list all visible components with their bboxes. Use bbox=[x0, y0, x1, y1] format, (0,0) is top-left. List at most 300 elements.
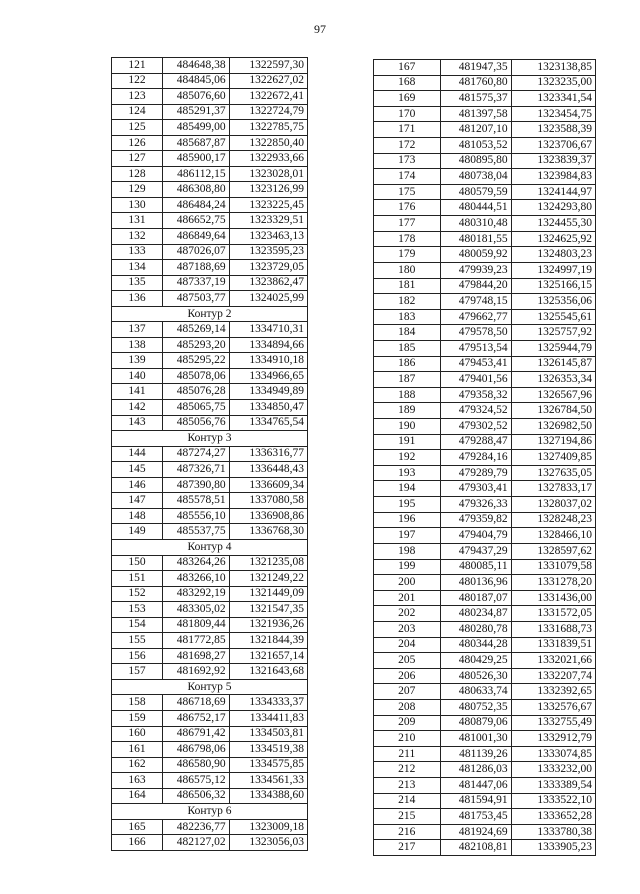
x-coordinate-cell: 485295,22 bbox=[162, 353, 229, 369]
point-number-cell: 134 bbox=[112, 260, 163, 276]
y-coordinate-cell: 1332207,74 bbox=[511, 668, 595, 684]
y-coordinate-cell: 1333232,00 bbox=[511, 762, 595, 778]
point-number-cell: 169 bbox=[374, 91, 441, 107]
y-coordinate-cell: 1336448,43 bbox=[229, 462, 307, 478]
y-coordinate-cell: 1334503,81 bbox=[229, 726, 307, 742]
x-coordinate-cell: 487390,80 bbox=[162, 477, 229, 493]
point-number-cell: 131 bbox=[112, 213, 163, 229]
x-coordinate-cell: 480895,80 bbox=[440, 153, 511, 169]
point-number-cell: 215 bbox=[374, 809, 441, 825]
contour-header-row bbox=[112, 306, 308, 322]
y-coordinate-cell: 1333905,23 bbox=[511, 840, 595, 856]
y-coordinate-cell: 1333780,38 bbox=[511, 824, 595, 840]
y-coordinate-cell: 1331839,51 bbox=[511, 637, 595, 653]
table-row bbox=[374, 824, 596, 840]
point-number-cell: 203 bbox=[374, 621, 441, 637]
point-number-cell: 189 bbox=[374, 403, 441, 419]
table-row bbox=[112, 648, 308, 664]
y-coordinate-cell: 1323056,03 bbox=[229, 835, 307, 851]
point-number-cell: 138 bbox=[112, 337, 163, 353]
x-coordinate-cell: 479939,23 bbox=[440, 262, 511, 278]
point-number-cell: 172 bbox=[374, 138, 441, 154]
point-number-cell: 123 bbox=[112, 89, 163, 105]
x-coordinate-cell: 485056,76 bbox=[162, 415, 229, 431]
table-row bbox=[374, 465, 596, 481]
x-coordinate-cell: 486798,06 bbox=[162, 742, 229, 758]
y-coordinate-cell: 1323009,18 bbox=[229, 819, 307, 835]
y-coordinate-cell: 1323984,83 bbox=[511, 169, 595, 185]
table-row bbox=[112, 58, 308, 74]
table-row bbox=[374, 590, 596, 606]
table-row bbox=[374, 746, 596, 762]
y-coordinate-cell: 1323588,39 bbox=[511, 122, 595, 138]
point-number-cell: 148 bbox=[112, 508, 163, 524]
x-coordinate-cell: 481447,06 bbox=[440, 778, 511, 794]
table-row bbox=[112, 477, 308, 493]
x-coordinate-cell: 486652,75 bbox=[162, 213, 229, 229]
point-number-cell: 145 bbox=[112, 462, 163, 478]
point-number-cell: 155 bbox=[112, 633, 163, 649]
x-coordinate-cell: 480579,59 bbox=[440, 184, 511, 200]
y-coordinate-cell: 1323138,85 bbox=[511, 60, 595, 76]
point-number-cell: 207 bbox=[374, 684, 441, 700]
table-row bbox=[112, 73, 308, 89]
table-row bbox=[374, 668, 596, 684]
point-number-cell: 205 bbox=[374, 653, 441, 669]
x-coordinate-cell: 479359,82 bbox=[440, 512, 511, 528]
table-row bbox=[374, 512, 596, 528]
x-coordinate-cell: 486849,64 bbox=[162, 229, 229, 245]
table-row bbox=[112, 166, 308, 182]
x-coordinate-cell: 480879,06 bbox=[440, 715, 511, 731]
y-coordinate-cell: 1323862,47 bbox=[229, 275, 307, 291]
y-coordinate-cell: 1325757,92 bbox=[511, 325, 595, 341]
y-coordinate-cell: 1336768,30 bbox=[229, 524, 307, 540]
x-coordinate-cell: 480187,07 bbox=[440, 590, 511, 606]
point-number-cell: 150 bbox=[112, 555, 163, 571]
table-row bbox=[374, 637, 596, 653]
point-number-cell: 214 bbox=[374, 793, 441, 809]
y-coordinate-cell: 1334561,33 bbox=[229, 773, 307, 789]
y-coordinate-cell: 1334710,31 bbox=[229, 322, 307, 338]
table-row bbox=[112, 120, 308, 136]
point-number-cell: 193 bbox=[374, 465, 441, 481]
table-row bbox=[112, 197, 308, 213]
point-number-cell: 208 bbox=[374, 699, 441, 715]
point-number-cell: 165 bbox=[112, 819, 163, 835]
y-coordinate-cell: 1324997,19 bbox=[511, 262, 595, 278]
point-number-cell: 202 bbox=[374, 606, 441, 622]
y-coordinate-cell: 1334388,60 bbox=[229, 788, 307, 804]
point-number-cell: 185 bbox=[374, 340, 441, 356]
x-coordinate-cell: 486791,42 bbox=[162, 726, 229, 742]
y-coordinate-cell: 1328248,23 bbox=[511, 512, 595, 528]
table-row bbox=[374, 247, 596, 263]
table-row bbox=[112, 602, 308, 618]
x-coordinate-cell: 481139,26 bbox=[440, 746, 511, 762]
point-number-cell: 151 bbox=[112, 571, 163, 587]
point-number-cell: 216 bbox=[374, 824, 441, 840]
y-coordinate-cell: 1334949,89 bbox=[229, 384, 307, 400]
table-row bbox=[374, 715, 596, 731]
point-number-cell: 160 bbox=[112, 726, 163, 742]
x-coordinate-cell: 480059,92 bbox=[440, 247, 511, 263]
y-coordinate-cell: 1327194,86 bbox=[511, 434, 595, 450]
table-row bbox=[112, 493, 308, 509]
point-number-cell: 209 bbox=[374, 715, 441, 731]
point-number-cell: 146 bbox=[112, 477, 163, 493]
y-coordinate-cell: 1321936,26 bbox=[229, 617, 307, 633]
x-coordinate-cell: 482236,77 bbox=[162, 819, 229, 835]
y-coordinate-cell: 1334966,65 bbox=[229, 368, 307, 384]
coordinates-table-left bbox=[111, 57, 308, 851]
y-coordinate-cell: 1327833,17 bbox=[511, 481, 595, 497]
point-number-cell: 126 bbox=[112, 135, 163, 151]
table-row bbox=[374, 184, 596, 200]
table-row bbox=[112, 415, 308, 431]
x-coordinate-cell: 486575,12 bbox=[162, 773, 229, 789]
table-row bbox=[374, 434, 596, 450]
table-row bbox=[112, 275, 308, 291]
x-coordinate-cell: 480085,11 bbox=[440, 559, 511, 575]
x-coordinate-cell: 485293,20 bbox=[162, 337, 229, 353]
y-coordinate-cell: 1332755,49 bbox=[511, 715, 595, 731]
y-coordinate-cell: 1333074,85 bbox=[511, 746, 595, 762]
y-coordinate-cell: 1328466,10 bbox=[511, 528, 595, 544]
y-coordinate-cell: 1323126,99 bbox=[229, 182, 307, 198]
x-coordinate-cell: 485078,06 bbox=[162, 368, 229, 384]
table-row bbox=[374, 809, 596, 825]
table-row bbox=[112, 617, 308, 633]
y-coordinate-cell: 1334894,66 bbox=[229, 337, 307, 353]
x-coordinate-cell: 486752,17 bbox=[162, 710, 229, 726]
table-row bbox=[112, 710, 308, 726]
x-coordinate-cell: 486484,24 bbox=[162, 197, 229, 213]
y-coordinate-cell: 1324025,99 bbox=[229, 291, 307, 307]
y-coordinate-cell: 1323706,67 bbox=[511, 138, 595, 154]
x-coordinate-cell: 479324,52 bbox=[440, 403, 511, 419]
y-coordinate-cell: 1322933,66 bbox=[229, 151, 307, 167]
table-row bbox=[374, 169, 596, 185]
x-coordinate-cell: 486506,32 bbox=[162, 788, 229, 804]
y-coordinate-cell: 1333389,54 bbox=[511, 778, 595, 794]
y-coordinate-cell: 1321449,09 bbox=[229, 586, 307, 602]
point-number-cell: 153 bbox=[112, 602, 163, 618]
table-row bbox=[112, 135, 308, 151]
table-row bbox=[112, 213, 308, 229]
x-coordinate-cell: 486308,80 bbox=[162, 182, 229, 198]
y-coordinate-cell: 1325944,79 bbox=[511, 340, 595, 356]
point-number-cell: 144 bbox=[112, 446, 163, 462]
y-coordinate-cell: 1331688,73 bbox=[511, 621, 595, 637]
x-coordinate-cell: 480633,74 bbox=[440, 684, 511, 700]
x-coordinate-cell: 485065,75 bbox=[162, 400, 229, 416]
table-row bbox=[112, 726, 308, 742]
y-coordinate-cell: 1324455,30 bbox=[511, 216, 595, 232]
point-number-cell: 140 bbox=[112, 368, 163, 384]
x-coordinate-cell: 481575,37 bbox=[440, 91, 511, 107]
y-coordinate-cell: 1322597,30 bbox=[229, 58, 307, 74]
x-coordinate-cell: 481753,45 bbox=[440, 809, 511, 825]
table-row bbox=[112, 695, 308, 711]
table-row bbox=[112, 229, 308, 245]
table-row bbox=[112, 353, 308, 369]
y-coordinate-cell: 1334519,38 bbox=[229, 742, 307, 758]
y-coordinate-cell: 1333652,28 bbox=[511, 809, 595, 825]
x-coordinate-cell: 481286,03 bbox=[440, 762, 511, 778]
table-row bbox=[374, 528, 596, 544]
point-number-cell: 210 bbox=[374, 731, 441, 747]
x-coordinate-cell: 485900,17 bbox=[162, 151, 229, 167]
table-row bbox=[112, 400, 308, 416]
point-number-cell: 191 bbox=[374, 434, 441, 450]
x-coordinate-cell: 481924,69 bbox=[440, 824, 511, 840]
table-row bbox=[374, 575, 596, 591]
table-row bbox=[374, 621, 596, 637]
x-coordinate-cell: 487188,69 bbox=[162, 260, 229, 276]
y-coordinate-cell: 1322785,75 bbox=[229, 120, 307, 136]
point-number-cell: 182 bbox=[374, 294, 441, 310]
table-row bbox=[374, 340, 596, 356]
point-number-cell: 179 bbox=[374, 247, 441, 263]
point-number-cell: 178 bbox=[374, 231, 441, 247]
y-coordinate-cell: 1336609,34 bbox=[229, 477, 307, 493]
point-number-cell: 175 bbox=[374, 184, 441, 200]
y-coordinate-cell: 1327409,85 bbox=[511, 450, 595, 466]
y-coordinate-cell: 1334850,47 bbox=[229, 400, 307, 416]
table-row bbox=[374, 60, 596, 76]
x-coordinate-cell: 480310,48 bbox=[440, 216, 511, 232]
point-number-cell: 167 bbox=[374, 60, 441, 76]
x-coordinate-cell: 483264,26 bbox=[162, 555, 229, 571]
point-number-cell: 139 bbox=[112, 353, 163, 369]
table-row bbox=[112, 586, 308, 602]
table-row bbox=[112, 742, 308, 758]
table-row bbox=[374, 543, 596, 559]
point-number-cell: 135 bbox=[112, 275, 163, 291]
point-number-cell: 204 bbox=[374, 637, 441, 653]
table-row bbox=[112, 524, 308, 540]
point-number-cell: 188 bbox=[374, 387, 441, 403]
y-coordinate-cell: 1322850,40 bbox=[229, 135, 307, 151]
x-coordinate-cell: 479513,54 bbox=[440, 340, 511, 356]
x-coordinate-cell: 487274,27 bbox=[162, 446, 229, 462]
table-row bbox=[112, 508, 308, 524]
point-number-cell: 136 bbox=[112, 291, 163, 307]
x-coordinate-cell: 485578,51 bbox=[162, 493, 229, 509]
y-coordinate-cell: 1322672,41 bbox=[229, 89, 307, 105]
table-row bbox=[374, 372, 596, 388]
point-number-cell: 156 bbox=[112, 648, 163, 664]
table-row bbox=[112, 446, 308, 462]
y-coordinate-cell: 1326353,34 bbox=[511, 372, 595, 388]
point-number-cell: 192 bbox=[374, 450, 441, 466]
table-row bbox=[112, 322, 308, 338]
y-coordinate-cell: 1325166,15 bbox=[511, 278, 595, 294]
table-row bbox=[374, 419, 596, 435]
table-row bbox=[374, 778, 596, 794]
table-row bbox=[374, 325, 596, 341]
y-coordinate-cell: 1332021,66 bbox=[511, 653, 595, 669]
x-coordinate-cell: 479437,29 bbox=[440, 543, 511, 559]
point-number-cell: 217 bbox=[374, 840, 441, 856]
contour-header-row bbox=[112, 679, 308, 695]
table-row bbox=[112, 89, 308, 105]
x-coordinate-cell: 481207,10 bbox=[440, 122, 511, 138]
y-coordinate-cell: 1324144,97 bbox=[511, 184, 595, 200]
x-coordinate-cell: 480136,96 bbox=[440, 575, 511, 591]
point-number-cell: 154 bbox=[112, 617, 163, 633]
contour-header-row bbox=[112, 539, 308, 555]
table-row bbox=[112, 182, 308, 198]
table-row bbox=[112, 368, 308, 384]
contour-label: Контур 6 bbox=[112, 804, 308, 820]
point-number-cell: 173 bbox=[374, 153, 441, 169]
table-row bbox=[374, 684, 596, 700]
table-row bbox=[374, 200, 596, 216]
y-coordinate-cell: 1331436,00 bbox=[511, 590, 595, 606]
coordinates-table-left-body bbox=[112, 58, 308, 851]
y-coordinate-cell: 1324625,92 bbox=[511, 231, 595, 247]
x-coordinate-cell: 483292,19 bbox=[162, 586, 229, 602]
y-coordinate-cell: 1334411,83 bbox=[229, 710, 307, 726]
table-row bbox=[374, 153, 596, 169]
table-row bbox=[374, 106, 596, 122]
x-coordinate-cell: 479401,56 bbox=[440, 372, 511, 388]
x-coordinate-cell: 479453,41 bbox=[440, 356, 511, 372]
table-row bbox=[112, 260, 308, 276]
y-coordinate-cell: 1334333,37 bbox=[229, 695, 307, 711]
x-coordinate-cell: 480234,87 bbox=[440, 606, 511, 622]
table-row bbox=[112, 151, 308, 167]
x-coordinate-cell: 481397,58 bbox=[440, 106, 511, 122]
table-row bbox=[112, 819, 308, 835]
table-row bbox=[374, 216, 596, 232]
point-number-cell: 183 bbox=[374, 309, 441, 325]
point-number-cell: 195 bbox=[374, 497, 441, 513]
table-row bbox=[374, 606, 596, 622]
x-coordinate-cell: 481692,92 bbox=[162, 664, 229, 680]
point-number-cell: 190 bbox=[374, 419, 441, 435]
point-number-cell: 200 bbox=[374, 575, 441, 591]
x-coordinate-cell: 480444,51 bbox=[440, 200, 511, 216]
x-coordinate-cell: 484648,38 bbox=[162, 58, 229, 74]
y-coordinate-cell: 1325356,06 bbox=[511, 294, 595, 310]
x-coordinate-cell: 485269,14 bbox=[162, 322, 229, 338]
x-coordinate-cell: 479288,47 bbox=[440, 434, 511, 450]
table-row bbox=[374, 559, 596, 575]
point-number-cell: 130 bbox=[112, 197, 163, 213]
table-row bbox=[374, 387, 596, 403]
y-coordinate-cell: 1323463,13 bbox=[229, 229, 307, 245]
table-row bbox=[374, 762, 596, 778]
y-coordinate-cell: 1328597,62 bbox=[511, 543, 595, 559]
table-row bbox=[112, 757, 308, 773]
table-row bbox=[112, 104, 308, 120]
y-coordinate-cell: 1334765,54 bbox=[229, 415, 307, 431]
y-coordinate-cell: 1323235,00 bbox=[511, 75, 595, 91]
x-coordinate-cell: 485556,10 bbox=[162, 508, 229, 524]
y-coordinate-cell: 1334575,85 bbox=[229, 757, 307, 773]
table-row bbox=[374, 793, 596, 809]
x-coordinate-cell: 487026,07 bbox=[162, 244, 229, 260]
x-coordinate-cell: 483305,02 bbox=[162, 602, 229, 618]
point-number-cell: 158 bbox=[112, 695, 163, 711]
point-number-cell: 128 bbox=[112, 166, 163, 182]
table-row bbox=[374, 262, 596, 278]
table-row bbox=[374, 294, 596, 310]
table-row bbox=[374, 138, 596, 154]
table-row bbox=[374, 122, 596, 138]
x-coordinate-cell: 479289,79 bbox=[440, 465, 511, 481]
y-coordinate-cell: 1326145,87 bbox=[511, 356, 595, 372]
table-row bbox=[374, 356, 596, 372]
point-number-cell: 147 bbox=[112, 493, 163, 509]
table-row bbox=[374, 91, 596, 107]
table-row bbox=[374, 309, 596, 325]
point-number-cell: 206 bbox=[374, 668, 441, 684]
point-number-cell: 132 bbox=[112, 229, 163, 245]
x-coordinate-cell: 481001,30 bbox=[440, 731, 511, 747]
contour-label: Контур 3 bbox=[112, 431, 308, 447]
table-row bbox=[112, 291, 308, 307]
point-number-cell: 159 bbox=[112, 710, 163, 726]
y-coordinate-cell: 1323454,75 bbox=[511, 106, 595, 122]
table-row bbox=[374, 278, 596, 294]
x-coordinate-cell: 487503,77 bbox=[162, 291, 229, 307]
x-coordinate-cell: 480526,30 bbox=[440, 668, 511, 684]
x-coordinate-cell: 481947,35 bbox=[440, 60, 511, 76]
point-number-cell: 164 bbox=[112, 788, 163, 804]
x-coordinate-cell: 484845,06 bbox=[162, 73, 229, 89]
y-coordinate-cell: 1325545,61 bbox=[511, 309, 595, 325]
coordinates-table-right-body bbox=[374, 60, 596, 856]
x-coordinate-cell: 479303,41 bbox=[440, 481, 511, 497]
point-number-cell: 157 bbox=[112, 664, 163, 680]
contour-label: Контур 5 bbox=[112, 679, 308, 695]
point-number-cell: 180 bbox=[374, 262, 441, 278]
y-coordinate-cell: 1324803,23 bbox=[511, 247, 595, 263]
table-row bbox=[112, 555, 308, 571]
y-coordinate-cell: 1322627,02 bbox=[229, 73, 307, 89]
table-row bbox=[112, 337, 308, 353]
y-coordinate-cell: 1327635,05 bbox=[511, 465, 595, 481]
y-coordinate-cell: 1321643,68 bbox=[229, 664, 307, 680]
point-number-cell: 198 bbox=[374, 543, 441, 559]
x-coordinate-cell: 479326,33 bbox=[440, 497, 511, 513]
x-coordinate-cell: 479578,50 bbox=[440, 325, 511, 341]
point-number-cell: 177 bbox=[374, 216, 441, 232]
table-row bbox=[374, 653, 596, 669]
table-row bbox=[374, 699, 596, 715]
table-row bbox=[112, 571, 308, 587]
table-row bbox=[112, 835, 308, 851]
x-coordinate-cell: 479748,15 bbox=[440, 294, 511, 310]
contour-header-row bbox=[112, 804, 308, 820]
x-coordinate-cell: 485076,28 bbox=[162, 384, 229, 400]
table-row bbox=[374, 231, 596, 247]
table-row bbox=[374, 481, 596, 497]
x-coordinate-cell: 479358,32 bbox=[440, 387, 511, 403]
point-number-cell: 211 bbox=[374, 746, 441, 762]
x-coordinate-cell: 485076,60 bbox=[162, 89, 229, 105]
point-number-cell: 194 bbox=[374, 481, 441, 497]
point-number-cell: 184 bbox=[374, 325, 441, 341]
table-row bbox=[374, 840, 596, 856]
x-coordinate-cell: 479662,77 bbox=[440, 309, 511, 325]
point-number-cell: 137 bbox=[112, 322, 163, 338]
table-row bbox=[374, 731, 596, 747]
